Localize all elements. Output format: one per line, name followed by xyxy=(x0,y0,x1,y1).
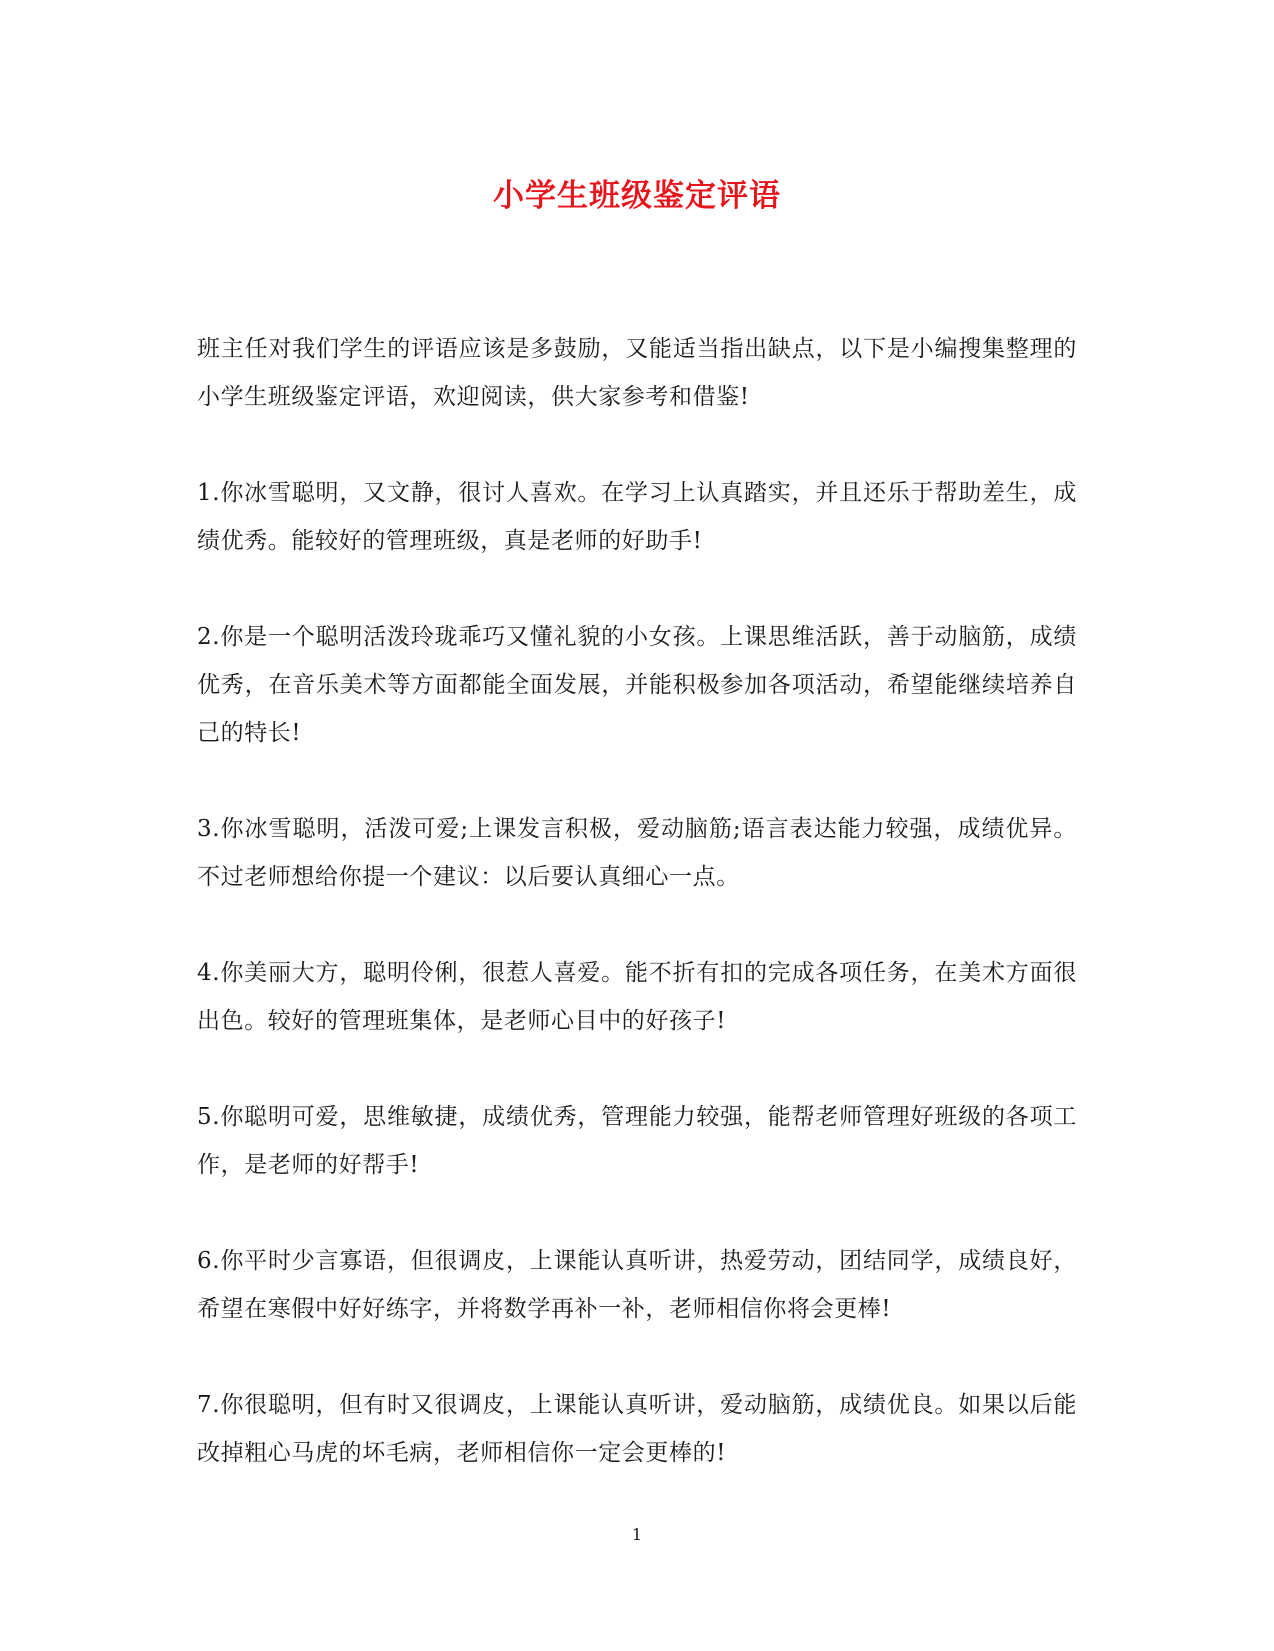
comment-paragraph-4: 4.你美丽大方，聪明伶俐，很惹人喜爱。能不折有扣的完成各项任务，在美术方面很出色。较好的管理班集体，是老师心目中的好孩子! xyxy=(197,960,1077,1034)
comment-paragraph-7: 7.你很聪明，但有时又很调皮，上课能认真听讲，爱动脑筋，成绩优良。如果以后能改掉粗心马虎的坏毛病，老师相信你一定会更棒的! xyxy=(197,1392,1077,1466)
comment-paragraph-3: 3.你冰雪聪明，活泼可爱;上课发言积极，爱动脑筋;语言表达能力较强，成绩优异。不过老师想给你提一个建议：以后要认真细心一点。 xyxy=(197,816,1077,890)
document-title: 小学生班级鉴定评语 xyxy=(493,178,781,214)
comment-paragraph-1: 1.你冰雪聪明，又文静，很讨人喜欢。在学习上认真踏实，并且还乐于帮助差生，成绩优秀。能较好的管理班级，真是老师的好助手! xyxy=(197,480,1077,554)
comment-paragraph-2: 2.你是一个聪明活泼玲珑乖巧又懂礼貌的小女孩。上课思维活跃，善于动脑筋，成绩优秀，在音乐美术等方面都能全面发展，并能积极参加各项活动，希望能继续培养自己的特长! xyxy=(197,624,1077,746)
comment-paragraph-6: 6.你平时少言寡语，但很调皮，上课能认真听讲，热爱劳动，团结同学，成绩良好，希望在寒假中好好练字，并将数学再补一补，老师相信你将会更棒! xyxy=(197,1248,1077,1322)
comment-paragraph-5: 5.你聪明可爱，思维敏捷，成绩优秀，管理能力较强，能帮老师管理好班级的各项工作，是老师的好帮手! xyxy=(197,1104,1077,1178)
document-body xyxy=(197,325,1077,1525)
intro-paragraph: 班主任对我们学生的评语应该是多鼓励，又能适当指出缺点，以下是小编搜集整理的小学生班级鉴定评语，欢迎阅读，供大家参考和借鉴! xyxy=(197,336,1077,410)
page-number: 1 xyxy=(631,1525,643,1544)
